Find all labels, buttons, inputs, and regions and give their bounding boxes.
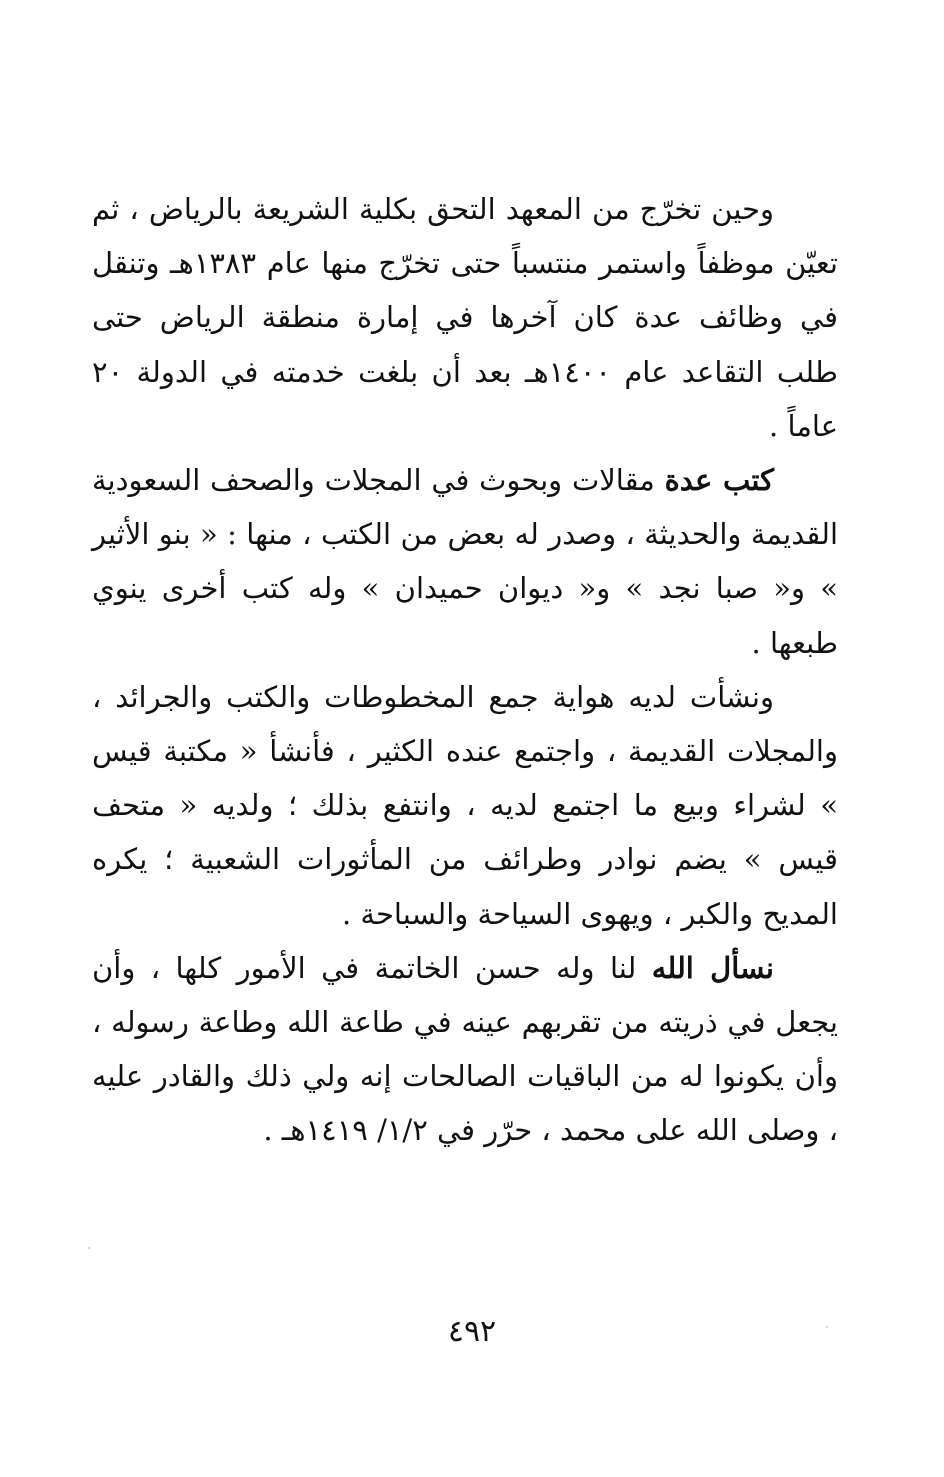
- paragraph-text: ونشأت لديه هواية جمع المخطوطات والكتب والجرائد ، والمجلات القديمة ، واجتمع عنده الكثير ، فأنشأ « مكتبة قيس » لشراء وبيع ما اجتمع لديه ، وانتفع بذلك ؛ ولديه « متحف قيس » يضم نوادر وطرائف من المأثورات الشعبية ؛ يكره المديح والكبر ، ويهوى السياحة والسباحة .: [92, 679, 838, 931]
- paragraph-closing-prayer: [92, 941, 838, 1158]
- paragraph-writings: [92, 453, 838, 670]
- paragraph-text: لنا وله حسن الخاتمة في الأمور كلها ، وأن يجعل في ذريته من تقربهم عينه في طاعة الله وطاعة رسوله ، وأن يكونوا له من الباقيات الصالحات إنه ولي ذلك والقادر عليه ، وصلى الله على محمد ، حرّر في ١/٢/ ١٤١٩هـ .: [92, 950, 838, 1148]
- paragraph-education-career: [92, 182, 838, 453]
- paragraph-text: مقالات وبحوث في المجلات والصحف السعودية القديمة والحديثة ، وصدر له بعض من الكتب ، منها : « بنو الأثير » و« صبا نجد » و« ديوان حميدان » وله كتب أخرى ينوي طبعها .: [92, 463, 838, 660]
- scan-speck: [826, 1326, 828, 1328]
- paragraph-lead: نسأل الله: [651, 950, 774, 985]
- paragraph-collections: [92, 670, 838, 941]
- body-text: [92, 182, 838, 1158]
- paragraph-lead: كتب عدة: [664, 463, 774, 498]
- scan-speck: [88, 1247, 90, 1249]
- page-number: ٤٩٢: [447, 1314, 497, 1349]
- paragraph-text: وحين تخرّج من المعهد التحق بكلية الشريعة بالرياض ، ثم تعيّن موظفاً واستمر منتسباً حتى تخرّج منها عام ١٣٨٣هـ وتنقل في وظائف عدة كان آخرها في إمارة منطقة الرياض حتى طلب التقاعد عام ١٤٠٠هـ بعد أن بلغت خدمته في الدولة ٢٠ عاماً .: [92, 192, 838, 443]
